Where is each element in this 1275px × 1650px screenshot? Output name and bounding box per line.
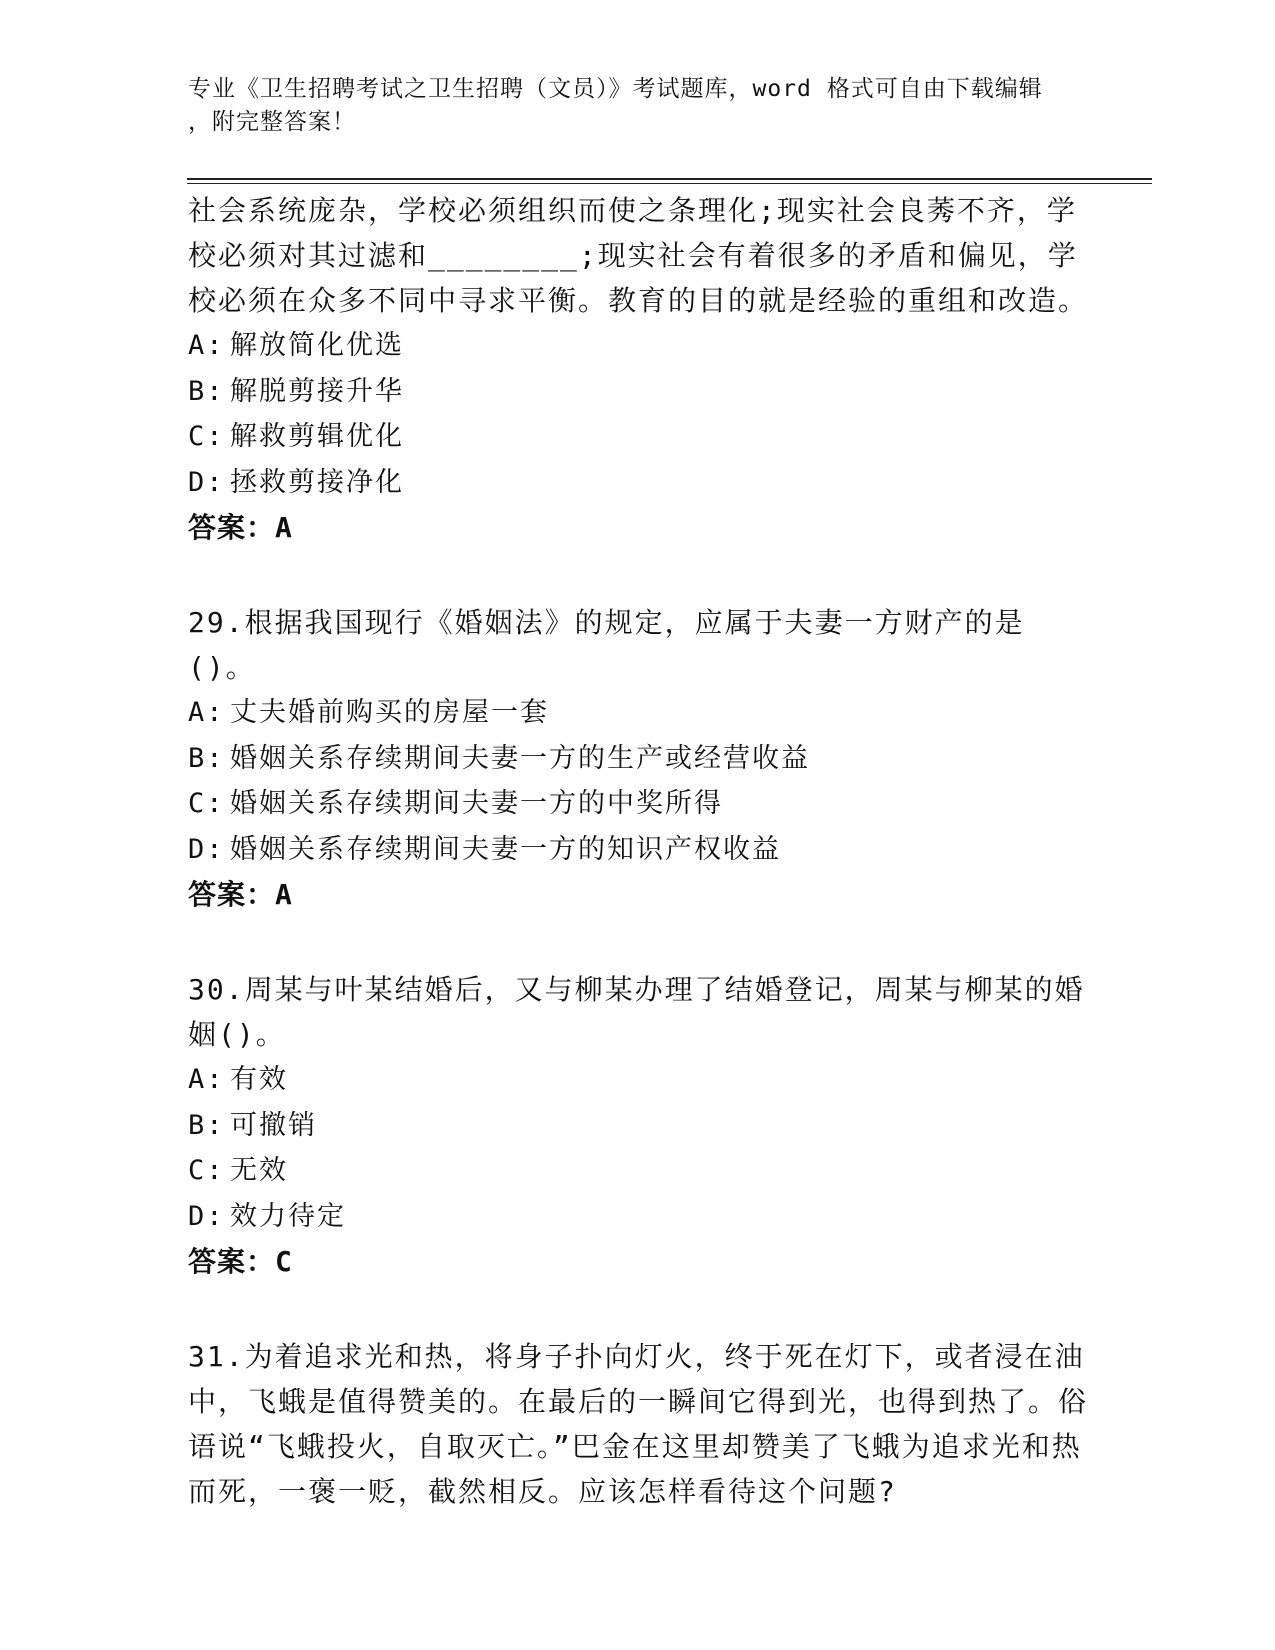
question-31 [188, 1334, 1088, 1514]
option-text: 效力待定 [230, 1200, 346, 1232]
answer-line: 答案：A [188, 511, 293, 544]
option-c [188, 1148, 1088, 1194]
document-header [188, 73, 1088, 139]
question-stem: 30.周某与叶某结婚后，又与柳某办理了结婚登记，周某与柳某的婚姻()。 [188, 973, 1085, 1051]
question-30 [188, 967, 1088, 1285]
question-stem: 社会系统庞杂，学校必须组织而使之条理化;现实社会良莠不齐，学校必须对其过滤和________;现实社会有着很多的矛盾和偏见，学校必须在众多不同中寻求平衡。教育的目的就是经验的重组和改造。 [188, 194, 1089, 317]
question-29 [188, 600, 1088, 918]
question-28 [188, 188, 1088, 551]
option-text: 无效 [230, 1155, 288, 1186]
option-a [188, 323, 1088, 369]
header-line-1: 专业《卫生招聘考试之卫生招聘（文员）》考试题库，word 格式可自由下载编辑 [188, 76, 1043, 102]
option-letter: A: [188, 697, 225, 728]
option-text: 拯救剪接净化 [230, 466, 404, 498]
option-d [188, 1194, 1088, 1240]
option-text: 解救剪辑优化 [230, 421, 404, 452]
option-letter: D: [188, 1200, 225, 1232]
answer-line: 答案：C [188, 1245, 293, 1278]
option-c [188, 414, 1088, 460]
option-c [188, 781, 1088, 827]
option-text: 丈夫婚前购买的房屋一套 [230, 697, 549, 728]
option-letter: C: [188, 421, 225, 452]
option-letter: C: [188, 788, 225, 819]
option-a [188, 690, 1088, 736]
question-list [188, 188, 1088, 1514]
answer-line: 答案：A [188, 878, 293, 911]
header-line-2: ，附完整答案！ [188, 109, 356, 135]
header-divider-thick [187, 178, 1152, 180]
option-letter: A: [188, 1064, 225, 1095]
option-d [188, 460, 1088, 506]
option-text: 可撤销 [230, 1109, 317, 1141]
option-letter: C: [188, 1155, 225, 1186]
option-letter: B: [188, 742, 225, 774]
option-b [188, 736, 1088, 782]
option-text: 解放简化优选 [230, 330, 404, 361]
option-letter: A: [188, 330, 225, 361]
option-b [188, 1103, 1088, 1149]
option-letter: B: [188, 1109, 225, 1141]
option-text: 有效 [230, 1064, 288, 1095]
question-stem: 29.根据我国现行《婚姻法》的规定，应属于夫妻一方财产的是()。 [188, 606, 1025, 684]
option-a [188, 1057, 1088, 1103]
option-text: 婚姻关系存续期间夫妻一方的中奖所得 [230, 788, 723, 819]
option-text: 解脱剪接升华 [230, 375, 404, 407]
option-text: 婚姻关系存续期间夫妻一方的知识产权收益 [230, 833, 781, 865]
option-d [188, 827, 1088, 873]
question-stem: 31.为着追求光和热，将身子扑向灯火，终于死在灯下，或者浸在油中，飞蛾是值得赞美的。在最后的一瞬间它得到光，也得到热了。俗语说“飞蛾投火，自取灭亡。”巴金在这里却赞美了飞蛾为追求光和热而死，一褒一贬，截然相反。应该怎样看待这个问题? [188, 1340, 1089, 1508]
header-divider-thin [187, 183, 1152, 184]
option-letter: B: [188, 375, 225, 407]
option-b [188, 369, 1088, 415]
option-letter: D: [188, 466, 225, 498]
option-letter: D: [188, 833, 225, 865]
option-text: 婚姻关系存续期间夫妻一方的生产或经营收益 [230, 742, 810, 774]
